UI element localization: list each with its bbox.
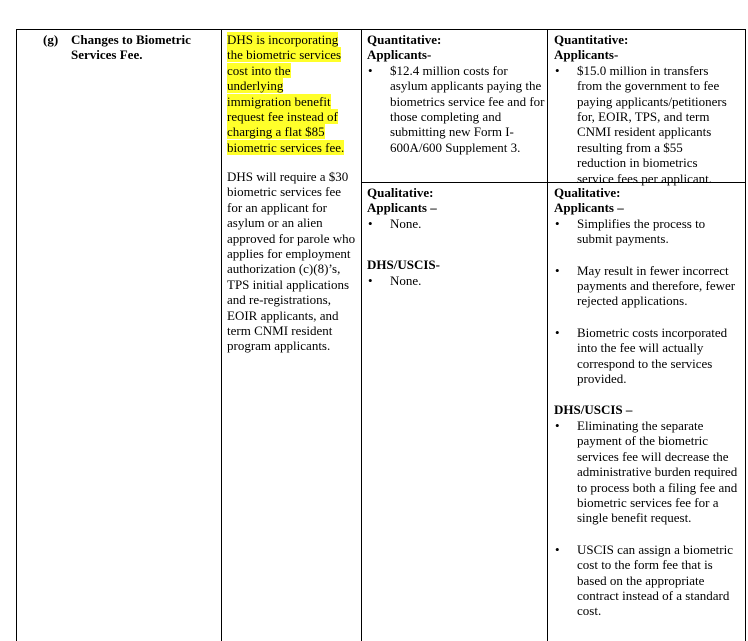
benefit-agency-items	[554, 418, 742, 619]
highlight-line: biometric services fee.	[227, 139, 345, 155]
table-left-rule	[16, 29, 17, 641]
highlight-line: underlying	[227, 78, 284, 94]
column-rule-1	[221, 29, 222, 641]
applicants-subheading: Applicants-	[554, 47, 619, 63]
agency-subheading: DHS/USCIS –	[554, 402, 633, 418]
highlight-line: request fee instead of	[227, 109, 338, 125]
applicants-subheading: Applicants-	[367, 47, 432, 63]
highlight-line: DHS is incorporating	[227, 32, 339, 47]
column-rule-2	[361, 29, 362, 641]
list-item: • None.	[367, 273, 545, 288]
list-item: • Biometric costs incorporated into the fee will actually correspond to the services provided.	[554, 325, 742, 387]
provision-title-line-2: Services Fee.	[71, 47, 143, 63]
cost-items-list	[367, 63, 545, 155]
provision-title-line-1: Changes to Biometric	[71, 32, 191, 47]
description-paragraph: DHS will require a $30 biometric services fee for an applicant for asylum or an alien approved for parole who applies for employment authorization (c)(8)’s, TPS initial applications and re-registrations, EOIR applicants, and term CNMI resident program applicants.	[227, 169, 356, 354]
table-top-rule	[16, 29, 746, 30]
costs-qualitative	[367, 185, 545, 288]
quantitative-heading: Quantitative:	[554, 32, 629, 47]
highlight-line: cost into the	[227, 62, 291, 78]
cost-agency-items	[367, 273, 545, 288]
benefits-qualitative	[554, 185, 742, 619]
list-item: • May result in fewer incorrect payments and therefore, fewer rejected applications.	[554, 263, 742, 309]
quantitative-heading: Quantitative:	[367, 32, 442, 47]
agency-subheading: DHS/USCIS-	[367, 257, 440, 273]
column-rule-3	[547, 29, 548, 641]
list-item: • USCIS can assign a biometric cost to the form fee that is based on the appropriate contract instead of a standard cost.	[554, 542, 742, 619]
table-right-rule	[745, 29, 746, 641]
costs-quantitative	[367, 32, 545, 155]
highlight-line: the biometric services	[227, 47, 342, 63]
benefits-quantitative	[554, 32, 742, 186]
highlight-line: immigration benefit	[227, 93, 331, 109]
list-item: • Eliminating the separate payment of the biometric services fee will decrease the administrative burden required to process both a filing fee and biometric services fee for a single benefit request.	[554, 418, 742, 526]
applicants-subheading: Applicants –	[367, 200, 437, 216]
provision-prefix: (g)	[43, 32, 59, 47]
description-highlighted-text	[227, 32, 359, 155]
benefit-items-list	[554, 63, 742, 186]
list-item: • None.	[367, 216, 545, 231]
list-item: • Simplifies the process to submit payments.	[554, 216, 742, 247]
cost-applicant-items	[367, 216, 545, 231]
qualitative-heading: Qualitative:	[367, 185, 434, 200]
provision-label	[43, 32, 219, 63]
list-item: • $12.4 million costs for asylum applicants paying the biometrics service fee and for those completing and submitting new Form I-600A/600 Supplement 3.	[367, 63, 545, 155]
list-item: • $15.0 million in transfers from the government to fee paying applicants/petitioners for, EOIR, TPS, and term CNMI resident applicants resulting from a $55 reduction in biometrics service fees per applicant.	[554, 63, 742, 186]
costs-divider-rule	[361, 182, 548, 183]
qualitative-heading: Qualitative:	[554, 185, 621, 200]
highlight-line: charging a flat $85	[227, 124, 325, 140]
benefit-applicant-items	[554, 216, 742, 387]
applicants-subheading: Applicants –	[554, 200, 624, 216]
